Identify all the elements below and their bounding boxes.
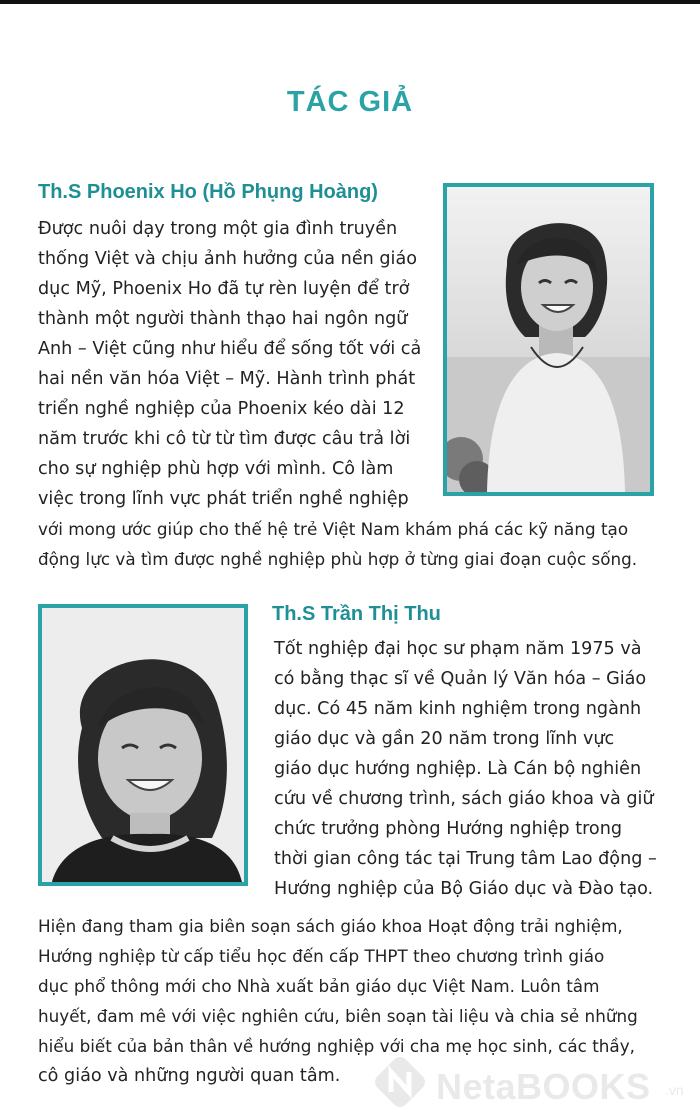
- author2-bio-line: chức trưởng phòng Hướng nghiệp trong: [274, 819, 623, 839]
- section-title: TÁC GIẢ: [286, 86, 414, 118]
- author2-portrait-image: [42, 608, 244, 882]
- author2-bio-line: Tốt nghiệp đại học sư phạm năm 1975 và: [274, 639, 642, 659]
- author1-bio-line: dục Mỹ, Phoenix Ho đã tự rèn luyện để trở: [38, 279, 410, 299]
- author1-bio-line: Anh – Việt cũng như hiểu để sống tốt với cả: [38, 339, 422, 359]
- author2-bio-line: giáo dục và gần 20 năm trong lĩnh vực: [274, 729, 615, 749]
- author1-bio-line: với mong ước giúp cho thế hệ trẻ Việt Nam khám phá các kỹ năng tạo: [38, 519, 629, 539]
- author2-bio-line: cứu về chương trình, sách giáo khoa và giữ: [274, 789, 654, 809]
- watermark-suffix: .vn: [665, 1082, 684, 1098]
- author2-bio-line: dục phổ thông mới cho Nhà xuất bản giáo dục Việt Nam. Luôn tâm: [38, 976, 600, 996]
- author1-portrait-image: [447, 187, 650, 492]
- author1-bio-line: thống Việt và chịu ảnh hưởng của nền giáo: [38, 249, 417, 269]
- author2-name: Th.S Trần Thị Thu: [272, 603, 441, 625]
- author1-bio-line: việc trong lĩnh vực phát triển nghề nghiệp: [38, 489, 409, 509]
- author2-bio-line: huyết, đam mê với việc nghiên cứu, biên soạn tài liệu và chia sẻ những: [38, 1006, 638, 1026]
- author2-bio-line: hiểu biết của bản thân về hướng nghiệp với cha mẹ học sinh, các thầy,: [38, 1036, 635, 1056]
- author1-bio-line: cho sự nghiệp phù hợp với mình. Cô làm: [38, 459, 394, 479]
- author1-name: Th.S Phoenix Ho (Hồ Phụng Hoàng): [38, 181, 378, 203]
- author2-bio-line: giáo dục hướng nghiệp. Là Cán bộ nghiên: [274, 759, 642, 779]
- top-rule: [0, 0, 700, 4]
- author2-bio-line: cô giáo và những người quan tâm.: [38, 1066, 341, 1086]
- netabooks-watermark: [372, 1052, 692, 1112]
- author2-bio-line: Hiện đang tham gia biên soạn sách giáo khoa Hoạt động trải nghiệm,: [38, 916, 623, 936]
- author1-bio-line: động lực và tìm được nghề nghiệp phù hợp ở từng giai đoạn cuộc sống.: [38, 549, 638, 569]
- author2-bio-line: Hướng nghiệp từ cấp tiểu học đến cấp THPT theo chương trình giáo: [38, 946, 605, 966]
- author1-bio-line: thành một người thành thạo hai ngôn ngữ: [38, 309, 408, 329]
- author1-bio-line: Được nuôi dạy trong một gia đình truyền: [38, 219, 398, 239]
- author1-bio-line: năm trước khi cô từ từ tìm được câu trả lời: [38, 429, 411, 449]
- author2-bio-line: dục. Có 45 năm kinh nghiệm trong ngành: [274, 699, 642, 719]
- author1-photo: [443, 183, 654, 496]
- author1-bio-line: triển nghề nghiệp của Phoenix kéo dài 12: [38, 399, 405, 419]
- author2-photo: [38, 604, 248, 886]
- author2-bio-line: Hướng nghiệp của Bộ Giáo dục và Đào tạo.: [274, 879, 654, 899]
- watermark-brand: NetaBOOKS: [436, 1066, 651, 1107]
- author1-bio-line: hai nền văn hóa Việt – Mỹ. Hành trình phát: [38, 369, 416, 389]
- author2-bio-line: có bằng thạc sĩ về Quản lý Văn hóa – Giáo: [274, 669, 647, 689]
- author2-bio-line: thời gian công tác tại Trung tâm Lao động –: [274, 849, 657, 869]
- netabooks-logo-icon: [372, 1054, 428, 1110]
